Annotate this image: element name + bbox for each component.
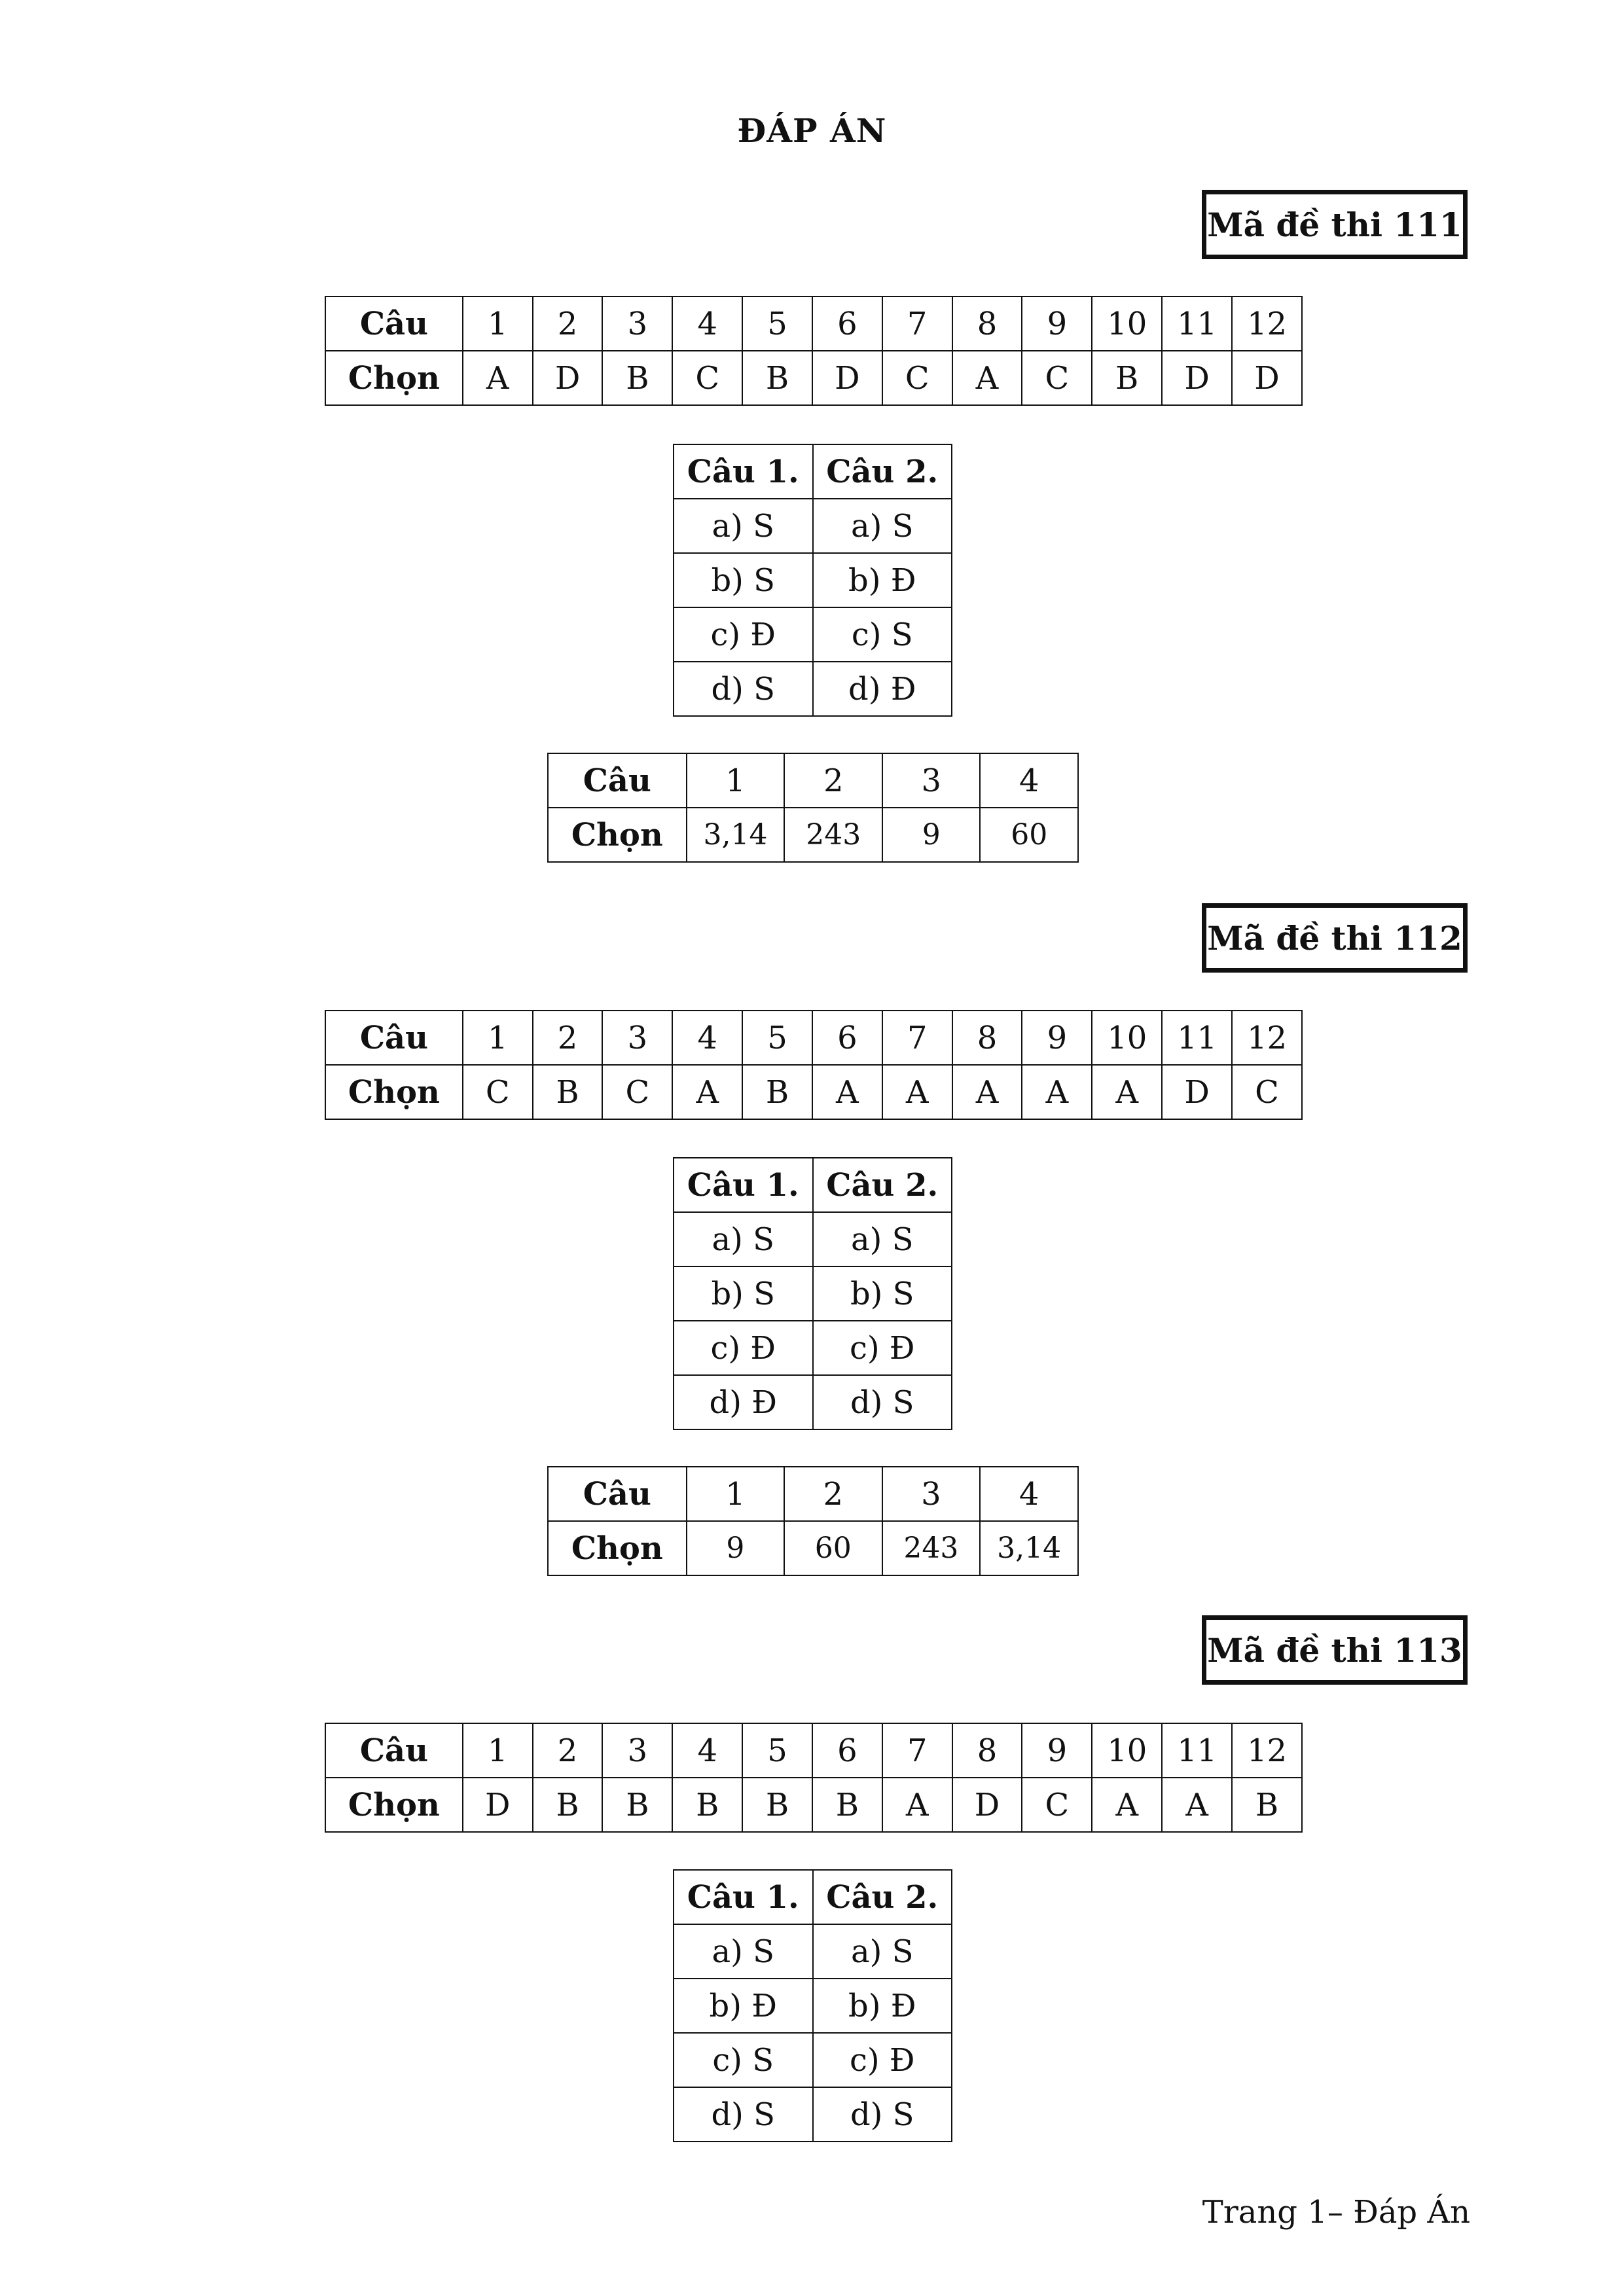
answer-choice: A xyxy=(882,1778,952,1832)
answer-choice: C xyxy=(1022,1778,1092,1832)
question-number: 2 xyxy=(784,1467,882,1521)
true-false-table xyxy=(673,1869,952,2142)
row-label-question: Câu xyxy=(548,1467,687,1521)
exam-code-label: Mã đề thi 112 xyxy=(1202,903,1468,973)
question-number: 4 xyxy=(980,1467,1078,1521)
answer-choice: C xyxy=(463,1065,533,1119)
true-false-answer: d) Đ xyxy=(813,662,952,716)
answer-choice: C xyxy=(602,1065,672,1119)
true-false-answer: b) S xyxy=(813,1266,952,1321)
question-number: 8 xyxy=(952,1723,1022,1778)
exam-code-label: Mã đề thi 113 xyxy=(1202,1615,1468,1685)
true-false-answer: b) S xyxy=(674,1266,813,1321)
question-number: 6 xyxy=(812,1723,882,1778)
true-false-answer: a) S xyxy=(813,1212,952,1266)
true-false-answer: b) Đ xyxy=(813,1979,952,2033)
true-false-header: Câu 1. xyxy=(674,1158,813,1212)
true-false-answer: d) S xyxy=(674,2087,813,2142)
question-number: 1 xyxy=(463,296,533,351)
answer-choice: A xyxy=(1092,1778,1162,1832)
answer-row xyxy=(548,808,1078,862)
page-footer: Trang 1– Đáp Án xyxy=(1202,2194,1470,2231)
question-number: 3 xyxy=(602,1011,672,1065)
exam-code-label: Mã đề thi 111 xyxy=(1202,190,1468,259)
question-number: 1 xyxy=(687,753,785,808)
row-label-choice: Chọn xyxy=(325,351,463,405)
true-false-row xyxy=(674,1321,952,1375)
true-false-answer: a) S xyxy=(674,1212,813,1266)
question-number: 12 xyxy=(1232,1723,1302,1778)
short-answer-table xyxy=(547,1466,1079,1576)
true-false-row xyxy=(674,1979,952,2033)
true-false-header: Câu 1. xyxy=(674,444,813,499)
answer-choice: C xyxy=(1232,1065,1302,1119)
answer-choice: A xyxy=(882,1065,952,1119)
answer-choice: C xyxy=(672,351,742,405)
true-false-answer: a) S xyxy=(674,1924,813,1979)
row-label-choice: Chọn xyxy=(325,1065,463,1119)
question-number: 8 xyxy=(952,1011,1022,1065)
true-false-table xyxy=(673,1157,952,1430)
question-number: 5 xyxy=(742,1011,812,1065)
question-number: 10 xyxy=(1092,1011,1162,1065)
true-false-answer: d) S xyxy=(813,2087,952,2142)
question-number: 9 xyxy=(1022,1011,1092,1065)
answer-choice: B xyxy=(602,351,672,405)
question-number-row xyxy=(548,1467,1078,1521)
answer-choice: B xyxy=(742,1065,812,1119)
short-answer-value: 243 xyxy=(784,808,882,862)
true-false-answer: a) S xyxy=(813,499,952,553)
question-number: 3 xyxy=(882,1467,981,1521)
question-number: 11 xyxy=(1162,296,1232,351)
answer-choice: D xyxy=(1162,351,1232,405)
row-label-question: Câu xyxy=(325,296,463,351)
true-false-row xyxy=(674,2033,952,2087)
short-answer-value: 3,14 xyxy=(980,1521,1078,1575)
true-false-answer: c) Đ xyxy=(674,1321,813,1375)
question-number-row xyxy=(325,1011,1302,1065)
question-number: 4 xyxy=(672,1723,742,1778)
answer-choice: B xyxy=(533,1778,603,1832)
answer-choice: A xyxy=(952,351,1022,405)
true-false-answer: d) S xyxy=(674,662,813,716)
question-number: 11 xyxy=(1162,1723,1232,1778)
question-number: 7 xyxy=(882,296,952,351)
answer-choice: B xyxy=(602,1778,672,1832)
true-false-row xyxy=(674,607,952,662)
true-false-answer: c) S xyxy=(813,607,952,662)
question-number: 1 xyxy=(463,1011,533,1065)
answer-choice: D xyxy=(533,351,603,405)
question-number: 10 xyxy=(1092,1723,1162,1778)
question-number-row xyxy=(325,1723,1302,1778)
true-false-row xyxy=(674,1266,952,1321)
answer-choice: D xyxy=(812,351,882,405)
true-false-answer: c) Đ xyxy=(674,607,813,662)
true-false-answer: c) Đ xyxy=(813,2033,952,2087)
true-false-answer: b) S xyxy=(674,553,813,607)
answer-choice: B xyxy=(812,1778,882,1832)
question-number: 12 xyxy=(1232,1011,1302,1065)
question-number: 2 xyxy=(533,1723,603,1778)
row-label-choice: Chọn xyxy=(548,1521,687,1575)
question-number: 2 xyxy=(784,753,882,808)
question-number: 12 xyxy=(1232,296,1302,351)
multiple-choice-table xyxy=(325,1010,1303,1120)
question-number: 3 xyxy=(882,753,980,808)
question-number: 5 xyxy=(742,296,812,351)
question-number: 6 xyxy=(812,296,882,351)
multiple-choice-table xyxy=(325,1723,1303,1833)
true-false-answer: b) Đ xyxy=(674,1979,813,2033)
question-number: 4 xyxy=(672,296,742,351)
question-number: 2 xyxy=(533,1011,603,1065)
answer-choice: D xyxy=(463,1778,533,1832)
row-label-choice: Chọn xyxy=(548,808,687,862)
answer-choice: B xyxy=(672,1778,742,1832)
short-answer-value: 60 xyxy=(784,1521,882,1575)
answer-row xyxy=(325,351,1302,405)
short-answer-value: 243 xyxy=(882,1521,981,1575)
true-false-table xyxy=(673,444,952,717)
question-number: 2 xyxy=(533,296,603,351)
question-number: 1 xyxy=(463,1723,533,1778)
answer-row xyxy=(548,1521,1078,1575)
answer-choice: A xyxy=(1092,1065,1162,1119)
answer-choice: D xyxy=(952,1778,1022,1832)
true-false-header: Câu 2. xyxy=(813,444,952,499)
true-false-answer: a) S xyxy=(813,1924,952,1979)
true-false-row xyxy=(674,662,952,716)
true-false-answer: d) Đ xyxy=(674,1375,813,1429)
true-false-row xyxy=(674,1212,952,1266)
row-label-question: Câu xyxy=(548,753,687,808)
answer-choice: A xyxy=(952,1065,1022,1119)
answer-choice: B xyxy=(742,1778,812,1832)
answer-choice: C xyxy=(1022,351,1092,405)
true-false-header: Câu 2. xyxy=(813,1158,952,1212)
answer-choice: A xyxy=(1022,1065,1092,1119)
answer-choice: A xyxy=(463,351,533,405)
true-false-header: Câu 1. xyxy=(674,1870,813,1924)
row-label-question: Câu xyxy=(325,1723,463,1778)
answer-choice: A xyxy=(812,1065,882,1119)
question-number: 4 xyxy=(980,753,1078,808)
true-false-row xyxy=(674,553,952,607)
answer-choice: C xyxy=(882,351,952,405)
answer-choice: A xyxy=(1162,1778,1232,1832)
question-number: 10 xyxy=(1092,296,1162,351)
question-number: 9 xyxy=(1022,296,1092,351)
true-false-answer: b) Đ xyxy=(813,553,952,607)
true-false-row xyxy=(674,499,952,553)
question-number: 1 xyxy=(687,1467,784,1521)
short-answer-value: 9 xyxy=(882,808,980,862)
answer-row xyxy=(325,1065,1302,1119)
answer-choice: B xyxy=(1232,1778,1302,1832)
answer-row xyxy=(325,1778,1302,1832)
answer-choice: B xyxy=(1092,351,1162,405)
page-title: ĐÁP ÁN xyxy=(737,111,887,150)
short-answer-value: 3,14 xyxy=(687,808,785,862)
row-label-question: Câu xyxy=(325,1011,463,1065)
answer-choice: B xyxy=(742,351,812,405)
question-number: 7 xyxy=(882,1723,952,1778)
question-number: 9 xyxy=(1022,1723,1092,1778)
multiple-choice-table xyxy=(325,296,1303,406)
question-number: 5 xyxy=(742,1723,812,1778)
true-false-header-row xyxy=(674,1158,952,1212)
question-number: 8 xyxy=(952,296,1022,351)
answer-choice: B xyxy=(533,1065,603,1119)
true-false-answer: c) Đ xyxy=(813,1321,952,1375)
short-answer-value: 60 xyxy=(980,808,1078,862)
true-false-row xyxy=(674,1924,952,1979)
question-number: 11 xyxy=(1162,1011,1232,1065)
true-false-header-row xyxy=(674,444,952,499)
true-false-row xyxy=(674,2087,952,2142)
question-number: 3 xyxy=(602,296,672,351)
answer-choice: A xyxy=(672,1065,742,1119)
short-answer-value: 9 xyxy=(687,1521,784,1575)
question-number-row xyxy=(548,753,1078,808)
true-false-answer: a) S xyxy=(674,499,813,553)
question-number: 6 xyxy=(812,1011,882,1065)
row-label-choice: Chọn xyxy=(325,1778,463,1832)
question-number: 7 xyxy=(882,1011,952,1065)
true-false-answer: d) S xyxy=(813,1375,952,1429)
answer-choice: D xyxy=(1162,1065,1232,1119)
true-false-answer: c) S xyxy=(674,2033,813,2087)
question-number-row xyxy=(325,296,1302,351)
question-number: 3 xyxy=(602,1723,672,1778)
true-false-header: Câu 2. xyxy=(813,1870,952,1924)
short-answer-table xyxy=(547,753,1079,863)
true-false-header-row xyxy=(674,1870,952,1924)
true-false-row xyxy=(674,1375,952,1429)
question-number: 4 xyxy=(672,1011,742,1065)
answer-choice: D xyxy=(1232,351,1302,405)
